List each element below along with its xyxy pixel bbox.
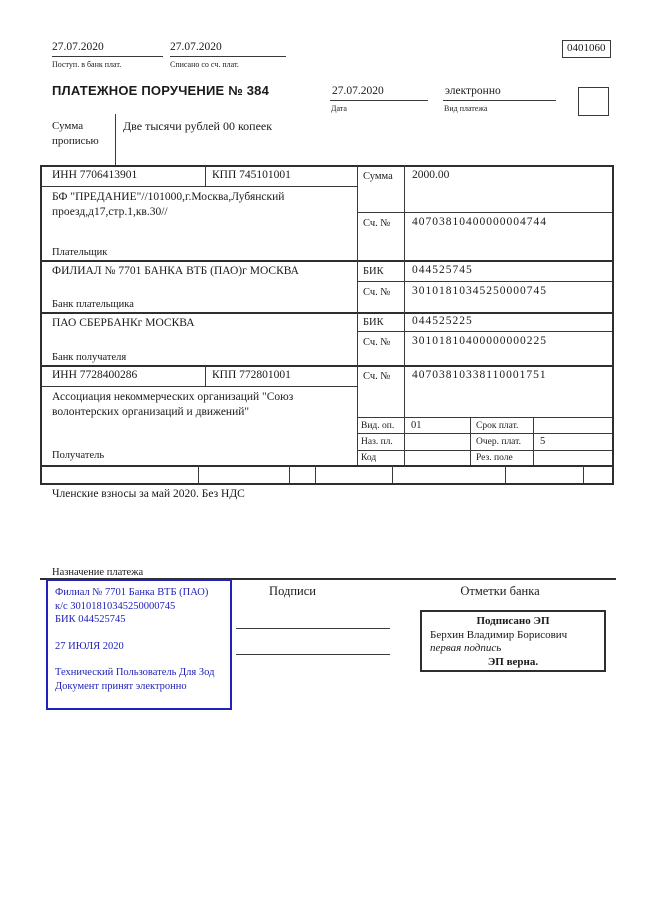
esign-signature-kind: первая подпись bbox=[430, 642, 502, 654]
table-border-line bbox=[357, 417, 613, 418]
signatures-header: Подписи bbox=[269, 584, 316, 598]
payee-bank-name: ПАО СБЕРБАНКг МОСКВА bbox=[52, 317, 195, 329]
purpose-code-label: Наз. пл. bbox=[361, 437, 393, 447]
table-border-line bbox=[40, 365, 614, 367]
table-border-line bbox=[357, 212, 613, 213]
payer-bank-account-label: Сч. № bbox=[363, 287, 391, 298]
amount-value: 2000.00 bbox=[412, 169, 450, 181]
table-border-line bbox=[289, 465, 290, 483]
payer-account-label: Сч. № bbox=[363, 218, 391, 229]
table-border-line bbox=[315, 465, 316, 483]
esign-title: Подписано ЭП bbox=[476, 615, 550, 627]
priority-value: 5 bbox=[540, 436, 546, 447]
received-date-value: 27.07.2020 bbox=[52, 41, 104, 53]
table-border-line bbox=[533, 417, 534, 465]
table-border-line bbox=[357, 433, 613, 434]
table-border-line bbox=[205, 165, 206, 186]
stamp-bik: БИК 044525745 bbox=[55, 614, 126, 625]
payer-account-value: 40703810400000004744 bbox=[412, 216, 547, 228]
purpose-section-label: Назначение платежа bbox=[52, 567, 144, 578]
payment-kind-value: электронно bbox=[445, 85, 501, 97]
table-border-line bbox=[583, 465, 584, 483]
table-border-line bbox=[357, 165, 358, 465]
payer-inn: ИНН 7706413901 bbox=[52, 169, 138, 181]
op-type-value: 01 bbox=[411, 420, 422, 431]
amount-words-value: Две тысячи рублей 00 копеек bbox=[123, 119, 273, 133]
payee-bank-section-label: Банк получателя bbox=[52, 352, 127, 363]
payee-name: Ассоциация некоммерческих организаций "Союз волонтерских организаций и движений" bbox=[52, 391, 294, 418]
payee-account-label: Сч. № bbox=[363, 371, 391, 382]
payment-kind-label: Вид платежа bbox=[444, 104, 488, 113]
received-date-label: Поступ. в банк плат. bbox=[52, 60, 122, 69]
purpose-text: Членские взносы за май 2020. Без НДС bbox=[52, 488, 245, 500]
doc-date-line bbox=[330, 100, 428, 101]
stamp-status: Документ принят электронно bbox=[55, 680, 187, 692]
payer-bank-section-label: Банк плательщика bbox=[52, 299, 134, 310]
table-border-line bbox=[40, 165, 42, 483]
table-border-line bbox=[198, 465, 199, 483]
stamp-spacer bbox=[55, 653, 223, 666]
op-type-label: Вид. оп. bbox=[361, 421, 395, 431]
table-border-line bbox=[505, 465, 506, 483]
table-border-line bbox=[357, 331, 613, 332]
stamp-bank-name: Филиал № 7701 Банка ВТБ (ПАО) bbox=[55, 587, 209, 598]
stamp-spacer bbox=[55, 627, 223, 640]
table-border-line bbox=[392, 465, 393, 483]
payee-kpp: КПП 772801001 bbox=[212, 369, 291, 381]
table-border-line bbox=[40, 465, 614, 467]
stamp-corr-account: к/с 30101810345250000745 bbox=[55, 600, 176, 612]
payer-bank-name: ФИЛИАЛ № 7701 БАНКА ВТБ (ПАО)г МОСКВА bbox=[52, 265, 299, 277]
reserve-field-label: Рез. поле bbox=[476, 453, 513, 463]
payee-account-value: 40703810338110001751 bbox=[412, 369, 547, 381]
table-border-line bbox=[40, 186, 357, 187]
table-border-line bbox=[404, 165, 405, 465]
table-border-line bbox=[470, 417, 471, 465]
signature-line-1 bbox=[236, 628, 390, 629]
table-border-line bbox=[40, 483, 614, 485]
esign-validity: ЭП верна. bbox=[487, 655, 539, 668]
debited-date-line bbox=[170, 56, 286, 57]
payment-kind-line bbox=[443, 100, 556, 101]
payee-inn: ИНН 7728400286 bbox=[52, 369, 138, 381]
doc-date-value: 27.07.2020 bbox=[332, 85, 384, 97]
stamp-operator: Технический Пользователь Для Зод bbox=[55, 667, 215, 678]
payer-section-label: Плательщик bbox=[52, 247, 108, 258]
form-code-value: 0401060 bbox=[567, 42, 606, 54]
table-border-line bbox=[205, 365, 206, 386]
table-border-line bbox=[357, 281, 613, 282]
table-border-line bbox=[612, 165, 614, 483]
debited-date-label: Списано со сч. плат. bbox=[170, 60, 239, 69]
payee-bank-account-label: Сч. № bbox=[363, 337, 391, 348]
payer-name: БФ "ПРЕДАНИЕ"//101000,г.Москва,Лубянский проезд,д17,стр.1,кв.30// bbox=[52, 191, 285, 218]
amount-words-label: Сумма прописью bbox=[52, 120, 99, 147]
bank-marks-header: Отметки банка bbox=[460, 584, 540, 598]
esign-signer-name: Берхин Владимир Борисович bbox=[430, 628, 568, 641]
payee-section-label: Получатель bbox=[52, 450, 105, 461]
table-border-line bbox=[40, 260, 614, 262]
pay-term-label: Срок плат. bbox=[476, 421, 519, 431]
received-date-line bbox=[52, 56, 163, 57]
payee-bank-account-value: 30101810400000000225 bbox=[412, 335, 547, 347]
esign-stamp bbox=[420, 610, 606, 672]
table-border-line bbox=[40, 312, 614, 314]
amount-words-divider bbox=[115, 114, 116, 165]
payer-bank-account-value: 30101810345250000745 bbox=[412, 285, 547, 297]
payee-bank-bik-label: БИК bbox=[363, 317, 384, 328]
priority-label: Очер. плат. bbox=[476, 437, 521, 447]
signature-line-2 bbox=[236, 654, 390, 655]
code-label: Код bbox=[361, 453, 377, 463]
payer-bank-bik-value: 044525745 bbox=[412, 264, 473, 276]
table-border-line bbox=[357, 450, 613, 451]
bank-acceptance-stamp bbox=[46, 579, 232, 710]
debited-date-value: 27.07.2020 bbox=[170, 41, 222, 53]
table-border-line bbox=[40, 386, 357, 387]
document-title: ПЛАТЕЖНОЕ ПОРУЧЕНИЕ № 384 bbox=[52, 83, 270, 98]
amount-cell-label: Сумма bbox=[363, 171, 393, 182]
payer-kpp: КПП 745101001 bbox=[212, 169, 291, 181]
payer-status-box bbox=[578, 87, 609, 116]
payee-bank-bik-value: 044525225 bbox=[412, 315, 473, 327]
doc-date-label: Дата bbox=[331, 104, 347, 113]
stamp-date: 27 ИЮЛЯ 2020 bbox=[55, 640, 124, 652]
payer-bank-bik-label: БИК bbox=[363, 266, 384, 277]
form-code-box bbox=[562, 40, 611, 58]
table-border-line bbox=[40, 165, 614, 167]
